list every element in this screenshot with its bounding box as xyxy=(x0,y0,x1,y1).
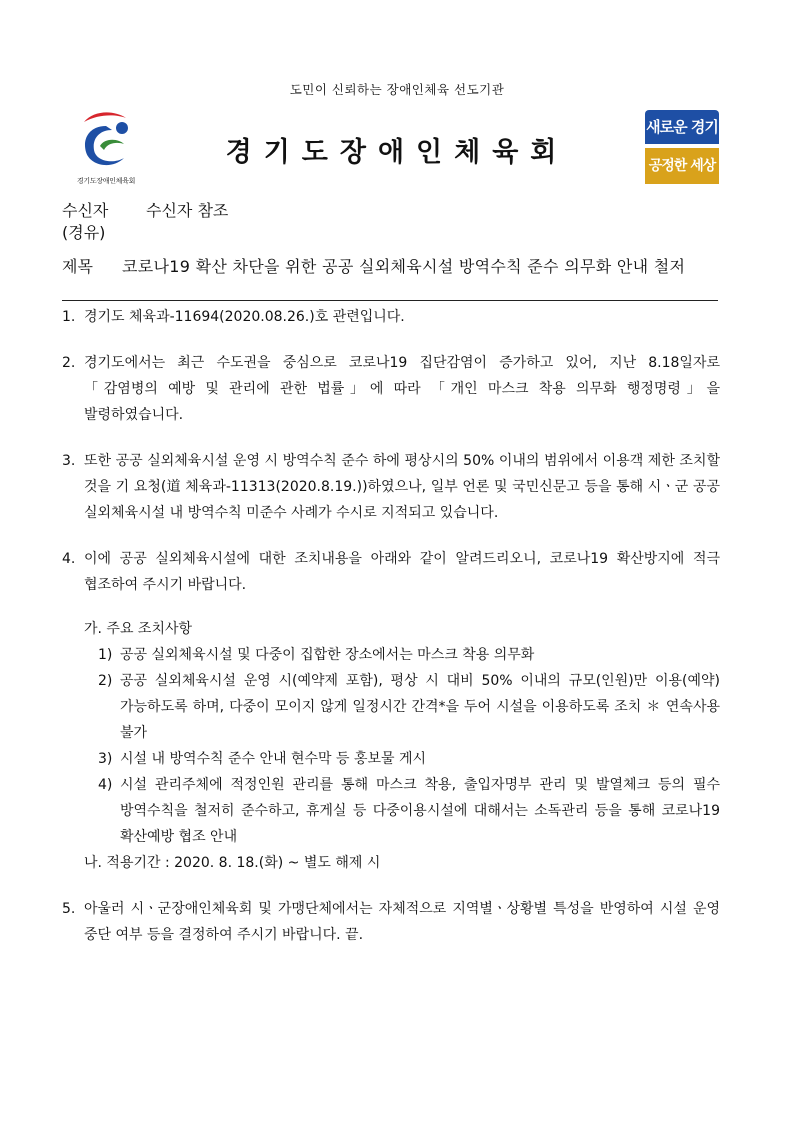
recipient-label: 수신자 xyxy=(62,201,109,220)
measure-number: 2) xyxy=(98,673,113,689)
paragraph-text: 이에 공공 실외체육시설에 대한 조치내용을 아래와 같이 알려드리오니, 코로나19 확산방지에 적극 협조하여 주시기 바랍니다. xyxy=(84,551,720,593)
measure-item xyxy=(62,746,720,772)
measure-item xyxy=(62,668,720,746)
logo-slogan-top: 새로운 경기 xyxy=(645,110,719,144)
recipient-value: 수신자 참조 xyxy=(146,201,229,220)
paragraph-number: 3. xyxy=(62,453,76,469)
paragraph-text: 경기도에서는 최근 수도권을 중심으로 코로나19 집단감염이 증가하고 있어, 지난 8.18일자로 「감염병의 예방 및 관리에 관한 법률」에 따라 「개인 마스크 착용 의무화 행정명령」을 발령하였습니다. xyxy=(84,355,720,423)
measure-item xyxy=(62,642,720,668)
via-row xyxy=(62,222,105,244)
paragraph-1 xyxy=(62,304,720,330)
measure-number: 3) xyxy=(98,751,113,767)
document-body xyxy=(62,304,720,948)
paragraph-2 xyxy=(62,350,720,428)
measure-text: 공공 실외체육시설 운영 시(예약제 포함), 평상 시 대비 50% 이내의 규모(인원)만 이용(예약)가능하도록 하며, 다중이 모이지 않게 일정시간 간격*을 두어 시설을 이용하도록 조치 ＊ 연속사용 불가 xyxy=(120,673,720,741)
measure-number: 1) xyxy=(98,647,113,663)
paragraph-5 xyxy=(62,896,720,948)
measure-text: 시설 내 방역수칙 준수 안내 현수막 등 홍보물 게시 xyxy=(120,751,427,767)
subject-divider xyxy=(62,300,718,301)
paragraph-number: 2. xyxy=(62,355,76,371)
application-period: 나. 적용기간 : 2020. 8. 18.(화) ~ 별도 해제 시 xyxy=(84,855,381,871)
paragraph-text: 아울러 시ㆍ군장애인체육회 및 가맹단체에서는 자체적으로 지역별ㆍ상황별 특성을 반영하여 시설 운영 중단 여부 등을 결정하여 주시기 바랍니다. 끝. xyxy=(84,901,720,943)
subject-label: 제목 xyxy=(62,257,93,276)
paragraph-text: 또한 공공 실외체육시설 운영 시 방역수칙 준수 하에 평상시의 50% 이내의 범위에서 이용객 제한 조치할 것을 기 요청(道 체육과-11313(2020.8.19.))하였으나, 일부 언론 및 국민신문고 등을 통해 시ㆍ군 공공 실외체육시설 내 방역수칙 미준수 사례가 수시로 지적되고 있습니다. xyxy=(84,453,720,521)
subject-value: 코로나19 확산 차단을 위한 공공 실외체육시설 방역수칙 준수 의무화 안내 철저 xyxy=(122,257,686,276)
paragraph-number: 1. xyxy=(62,309,76,325)
paragraph-number: 5. xyxy=(62,901,76,917)
logo-caption: 경기도장애인체육회 xyxy=(76,177,136,185)
paragraph-text: 경기도 체육과-11694(2020.08.26.)호 관련입니다. xyxy=(84,309,405,325)
subject-row xyxy=(62,255,722,278)
measure-number: 4) xyxy=(98,777,113,793)
recipient-row xyxy=(62,200,228,222)
paragraph-4 xyxy=(62,546,720,598)
paragraph-number: 4. xyxy=(62,551,76,567)
gyeonggi-slogan-logo xyxy=(645,110,719,184)
measure-text: 공공 실외체육시설 및 다중이 집합한 장소에서는 마스크 착용 의무화 xyxy=(120,647,535,663)
organization-title: 경기도장애인체육회 xyxy=(225,137,569,168)
via-label: (경유) xyxy=(62,223,106,242)
measure-text: 시설 관리주체에 적정인원 관리를 통해 마스크 착용, 출입자명부 관리 및 발열체크 등의 필수 방역수칙을 철저히 준수하고, 휴게실 등 다중이용시설에 대해서는 소독관리 등을 통해 코로나19 확산예방 협조 안내 xyxy=(120,777,720,845)
paragraph-3 xyxy=(62,448,720,526)
measure-item xyxy=(62,772,720,850)
logo-slogan-bottom: 공정한 세상 xyxy=(645,148,719,184)
slogan: 도민이 신뢰하는 장애인체육 선도기관 xyxy=(289,82,505,97)
measures-heading: 가. 주요 조치사항 xyxy=(84,621,193,637)
